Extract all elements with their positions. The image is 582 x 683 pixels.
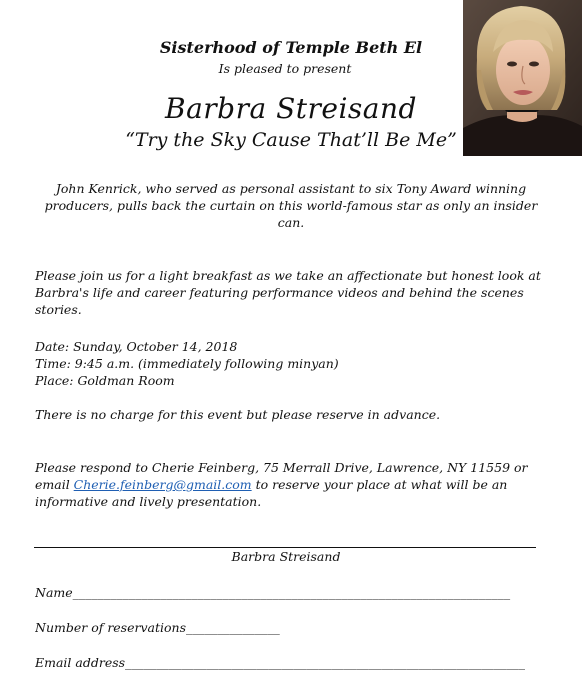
event-time: Time: 9:45 a.m. (immediately following minyan): [35, 356, 339, 371]
form-title: Barbra Streisand: [231, 549, 341, 564]
event-headline: Barbra Streisand: [165, 92, 417, 125]
form-divider: [34, 547, 536, 548]
email-address-field[interactable]: Email address________________________________________________________________: [35, 655, 526, 670]
event-place: Place: Goldman Room: [35, 373, 175, 388]
organization-name: Sisterhood of Temple Beth El: [159, 38, 423, 57]
invitation-text: Please join us for a light breakfast as we take an affectionate but honest look at Barbra's life and career featuring performance videos and behind the scenes stories.: [35, 268, 541, 317]
portrait-illustration: [463, 0, 582, 156]
speaker-intro: John Kenrick, who served as personal assistant to six Tony Award winning producers, pulls back the curtain on this world-famous star as only an insider can.: [44, 181, 538, 230]
rsvp-prefix: Please respond to Cherie Feinberg, 75 Merrall Drive, Lawrence, NY 11559 or email: [35, 460, 528, 492]
rsvp-suffix: to reserve your place at what will be an informative and lively presentation.: [35, 477, 508, 509]
portrait-photo: [463, 0, 582, 156]
rsvp-paragraph: [35, 459, 550, 510]
charge-note: [35, 406, 550, 423]
reservations-field[interactable]: Number of reservations_______________: [35, 620, 280, 635]
event-date: Date: Sunday, October 14, 2018: [35, 339, 238, 354]
event-subtitle: “Try the Sky Cause That’ll Be Me”: [125, 129, 457, 151]
charge-text: There is no charge for this event but please reserve in advance.: [35, 407, 441, 422]
name-field[interactable]: Name______________________________________________________________________: [35, 585, 511, 600]
email-link[interactable]: Cherie.feinberg@gmail.com: [73, 477, 252, 492]
invitation-paragraph: [35, 267, 550, 318]
presents-line: Is pleased to present: [218, 61, 352, 76]
event-details: [35, 338, 550, 389]
